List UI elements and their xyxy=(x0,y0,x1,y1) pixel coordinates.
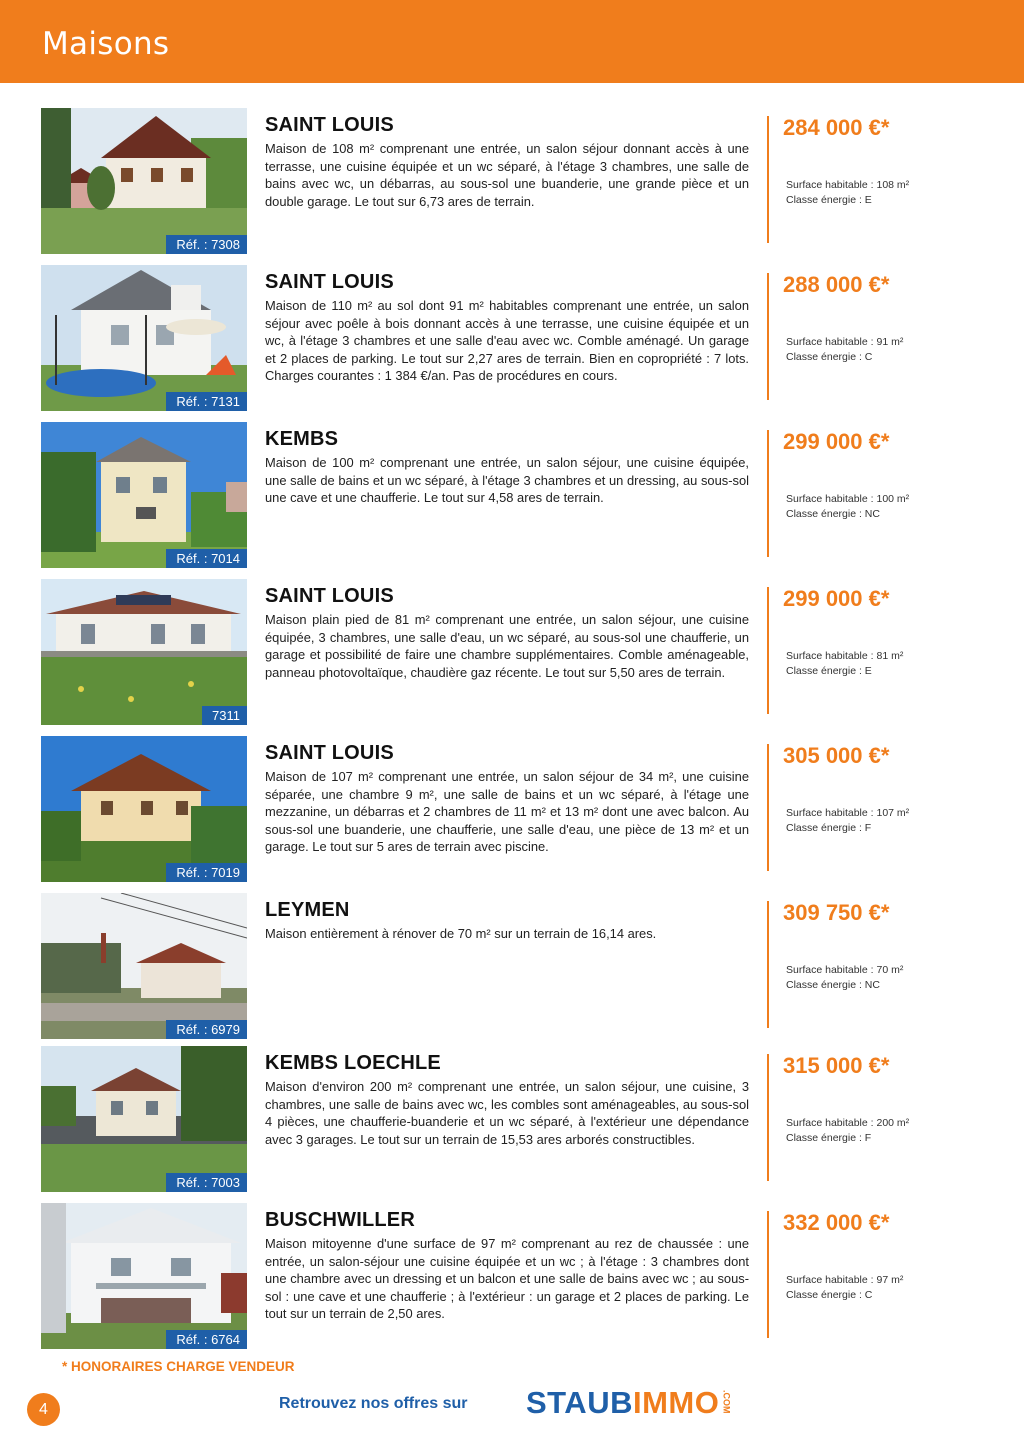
listing-city: SAINT LOUIS xyxy=(265,585,394,607)
property-photo[interactable] xyxy=(41,893,247,1039)
reference-badge: Réf. : 7131 xyxy=(166,392,247,411)
divider xyxy=(767,744,769,871)
surface-text: Surface habitable : 91 m² xyxy=(786,336,904,348)
reference-badge: Réf. : 6979 xyxy=(166,1020,247,1039)
listing-card[interactable] xyxy=(0,108,1024,254)
listing-description: Maison plain pied de 81 m² comprenant une entrée, un salon séjour, une cuisine équipée, 3 chambres, une salle d'eau, un wc séparé, au sous-sol une chaufferie, un garage et possibilité de faire une chambre supplémentaires. Comble aménageable, panneau photovoltaïque, chaudière gaz récente. Le tout sur 5,50 ares de terrain. xyxy=(265,612,749,680)
listing-city: KEMBS LOECHLE xyxy=(265,1052,441,1074)
listing-description: Maison de 110 m² au sol dont 91 m² habitables comprenant une entrée, un salon séjour avec poêle à bois donnant accès à une terrasse, une cuisine équipée et un wc, à l'étage 3 chambres et une salle d'eau avec wc. Comble aménagé. Un garage et 2 places de parking. Le tout sur 2,27 ares de terrain. Bien en copropriété : 7 lots. Charges courantes : 1 384 €/an. Pas de procédures en cours. xyxy=(265,298,749,384)
surface-text: Surface habitable : 97 m² xyxy=(786,1274,904,1286)
reference-badge: 7311 xyxy=(202,706,247,725)
listing-card[interactable] xyxy=(0,893,1024,1039)
energy-class-text: Classe énergie : C xyxy=(786,1289,873,1301)
energy-class-text: Classe énergie : NC xyxy=(786,508,880,520)
property-photo[interactable] xyxy=(41,1046,247,1192)
listing-price: 315 000 €* xyxy=(783,1053,890,1078)
listing-city: LEYMEN xyxy=(265,899,350,921)
listing-description: Maison mitoyenne d'une surface de 97 m² comprenant au rez de chaussée : une entrée, un salon-séjour une cuisine équipée et un wc ; à l'étage : 3 chambres dont une chambre avec un dressing et un balcon et une salle de bains avec wc ; au sous-sol : une cave et une chaufferie ; à l'extérieur : un garage et 2 places de parking. Le tout sur un terrain de 2,50 ares. xyxy=(265,1236,749,1322)
energy-class-text: Classe énergie : C xyxy=(786,351,873,363)
surface-text: Surface habitable : 81 m² xyxy=(786,650,904,662)
listing-city: SAINT LOUIS xyxy=(265,742,394,764)
divider xyxy=(767,1054,769,1181)
energy-class-text: Classe énergie : E xyxy=(786,194,872,206)
divider xyxy=(767,430,769,557)
property-photo[interactable] xyxy=(41,108,247,254)
reference-badge: Réf. : 7019 xyxy=(166,863,247,882)
logo-text-part1: STAUB xyxy=(526,1385,633,1420)
energy-class-text: Classe énergie : E xyxy=(786,665,872,677)
offers-text: Retrouvez nos offres sur xyxy=(279,1395,468,1412)
listing-description: Maison d'environ 200 m² comprenant une entrée, un salon séjour, une cuisine, 3 chambres, une salle de bains avec wc, les combles sont aménageables, au sous-sol 4 pièces, une chaufferie-buanderie et un wc séparé, à l'extérieur une dépendance avec 3 garages. Le tout sur un terrain de 15,53 ares arborés constructibles. xyxy=(265,1079,749,1147)
listing-card[interactable] xyxy=(0,422,1024,568)
divider xyxy=(767,587,769,714)
fee-note: * HONORAIRES CHARGE VENDEUR xyxy=(62,1359,295,1374)
page-header xyxy=(0,0,1024,83)
property-photo[interactable] xyxy=(41,579,247,725)
listing-price: 305 000 €* xyxy=(783,743,890,768)
listing-price: 299 000 €* xyxy=(783,586,890,611)
reference-badge: Réf. : 7003 xyxy=(166,1173,247,1192)
listing-description: Maison de 108 m² comprenant une entrée, un salon séjour donnant accès à une terrasse, une cuisine équipée et un wc séparé, à l'étage 3 chambres, une salle de bains avec wc, un débarras, au sous-sol une buanderie, une grande pièce et un double garage. Le tout sur 6,73 ares de terrain. xyxy=(265,141,749,209)
listing-price: 284 000 €* xyxy=(783,115,890,140)
property-photo[interactable] xyxy=(41,422,247,568)
listing-city: BUSCHWILLER xyxy=(265,1209,415,1231)
property-photo[interactable] xyxy=(41,736,247,882)
page-number: 4 xyxy=(27,1393,60,1426)
page-title: Maisons xyxy=(42,26,170,62)
reference-badge: Réf. : 6764 xyxy=(166,1330,247,1349)
energy-class-text: Classe énergie : F xyxy=(786,822,872,834)
listing-price: 288 000 €* xyxy=(783,272,890,297)
listing-price: 299 000 €* xyxy=(783,429,890,454)
staubimmo-logo[interactable] xyxy=(526,1384,731,1424)
surface-text: Surface habitable : 200 m² xyxy=(786,1117,910,1129)
listing-card[interactable] xyxy=(0,1203,1024,1349)
logo-text-part2: IMMO xyxy=(632,1385,720,1420)
property-photo[interactable] xyxy=(41,265,247,411)
listing-card[interactable] xyxy=(0,736,1024,882)
divider xyxy=(767,273,769,400)
listing-city: SAINT LOUIS xyxy=(265,271,394,293)
listing-description: Maison de 100 m² comprenant une entrée, un salon séjour, une cuisine équipée, une salle de bains et un wc séparé, à l'étage 3 chambres et un dressing, au sous-sol une cave et une chaufferie. Le tout sur 4,58 ares de terrain. xyxy=(265,455,749,506)
reference-badge: Réf. : 7308 xyxy=(166,235,247,254)
divider xyxy=(767,116,769,243)
listing-card[interactable] xyxy=(0,265,1024,411)
divider xyxy=(767,1211,769,1338)
property-photo[interactable] xyxy=(41,1203,247,1349)
energy-class-text: Classe énergie : NC xyxy=(786,979,880,991)
listing-description: Maison de 107 m² comprenant une entrée, un salon séjour de 34 m², une cuisine séparée, une chambre 9 m², une salle de bains et un wc séparé, à l'étage une mezzanine, un débarras et 2 chambres de 11 m² et 13 m² dont une avec balcon. Au sous-sol une buanderie, une chaufferie, une salle d'eau, une pièce de 13 m² et un garage. Le tout sur 5 ares de terrain avec piscine. xyxy=(265,769,749,855)
surface-text: Surface habitable : 108 m² xyxy=(786,179,910,191)
divider xyxy=(767,901,769,1028)
reference-badge: Réf. : 7014 xyxy=(166,549,247,568)
surface-text: Surface habitable : 107 m² xyxy=(786,807,910,819)
listing-city: KEMBS xyxy=(265,428,339,450)
listing-description: Maison entièrement à rénover de 70 m² sur un terrain de 16,14 ares. xyxy=(265,926,657,941)
surface-text: Surface habitable : 100 m² xyxy=(786,493,910,505)
energy-class-text: Classe énergie : F xyxy=(786,1132,872,1144)
listing-price: 332 000 €* xyxy=(783,1210,890,1235)
listing-price: 309 750 €* xyxy=(783,900,890,925)
listing-city: SAINT LOUIS xyxy=(265,114,394,136)
listing-card[interactable] xyxy=(0,579,1024,725)
logo-domain-suffix: .COM xyxy=(721,1390,732,1414)
surface-text: Surface habitable : 70 m² xyxy=(786,964,904,976)
listing-card[interactable] xyxy=(0,1046,1024,1192)
